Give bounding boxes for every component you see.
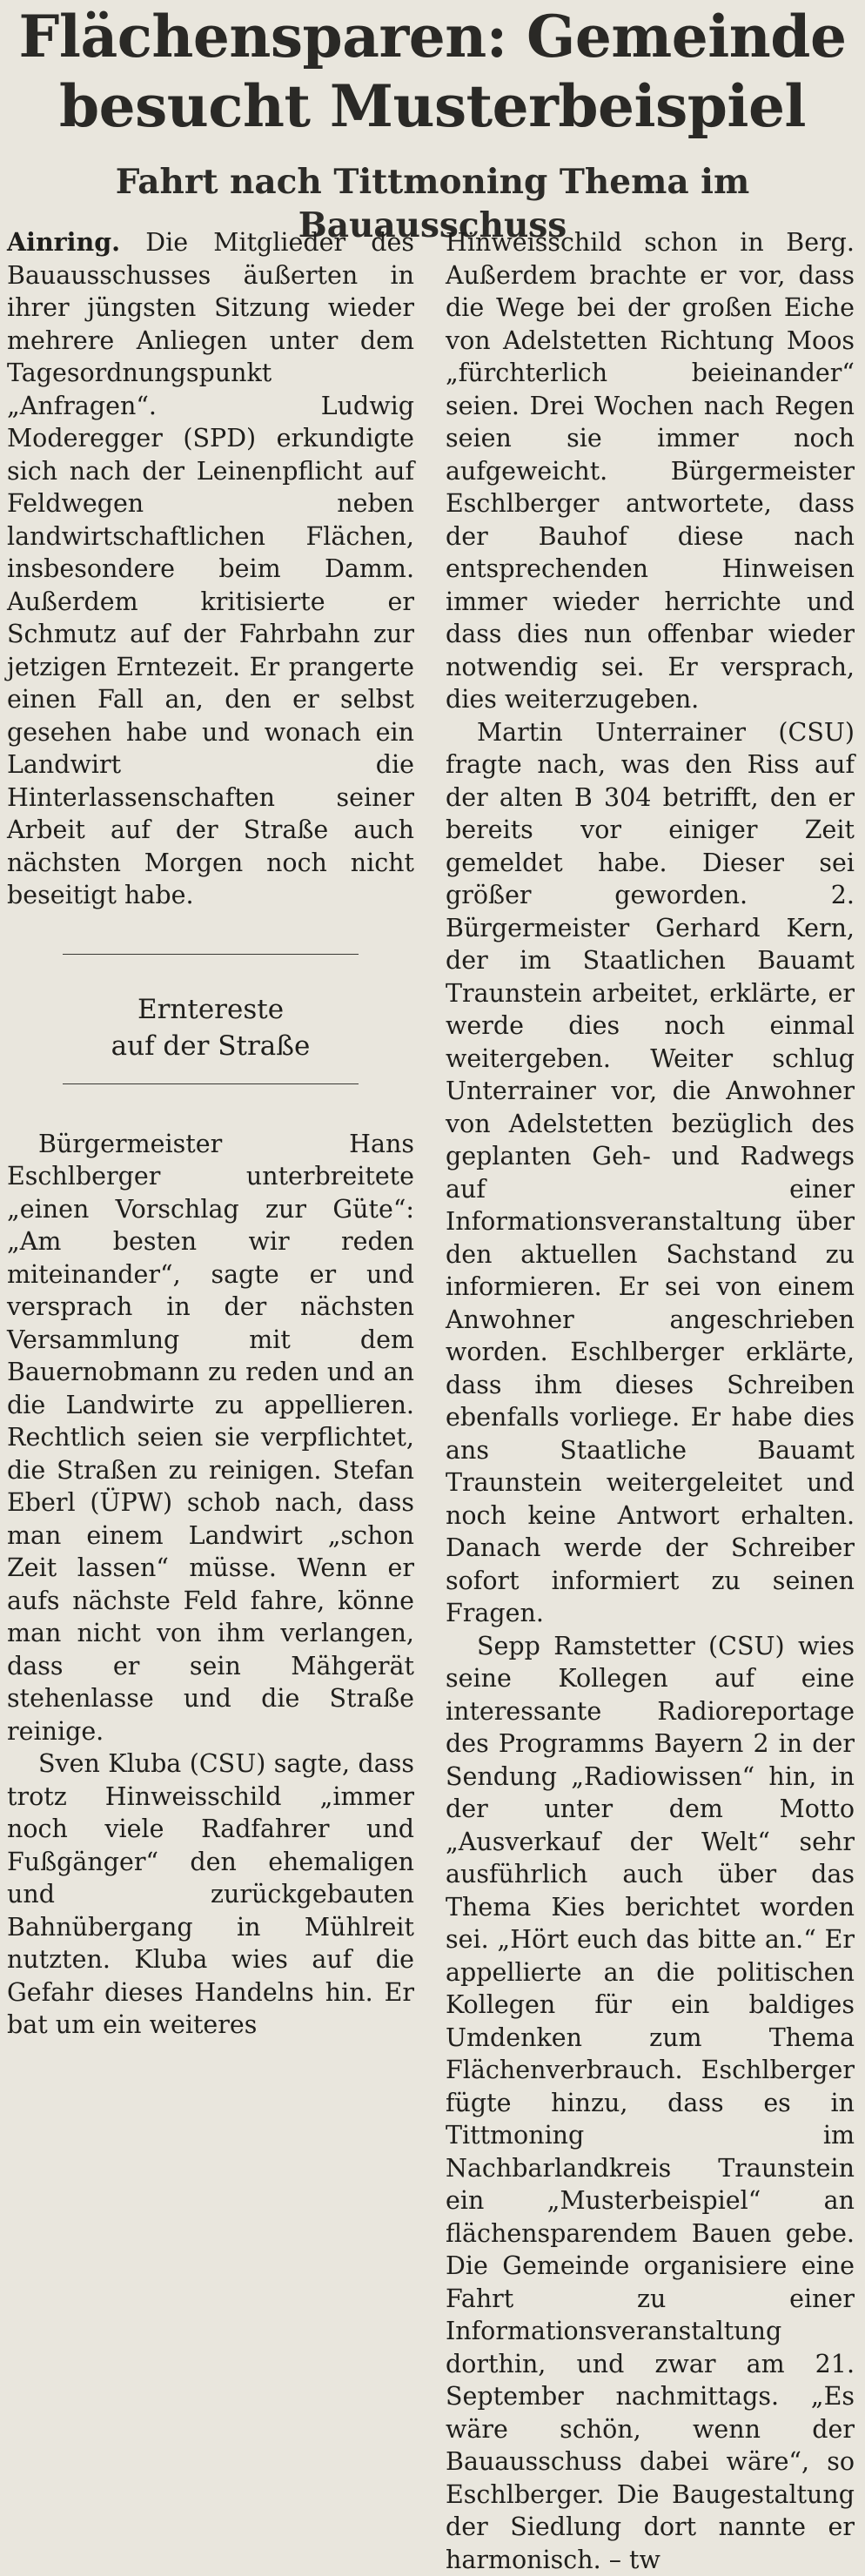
dateline: Ainring. [7,227,120,257]
article-paragraph-2: Bürgermeister Hans Eschlberger unterbreitete „einen Vorschlag zur Güte“: „Am besten wir reden miteinander“, sagte er und versprach in der nächsten Versammlung mit dem Bauernobmann zu reden und an die Landwirte zu appellieren. Rechtlich seien sie verpflichtet, die Straßen zu reinigen. Stefan Eberl (ÜPW) schob nach, dass man einem Landwirt „schon Zeit lassen“ müsse. Wenn er aufs nächste Feld fahre, könne man nicht von ihm verlangen, dass er sein Mähgerät stehenlasse und die Straße reinige. [7,1128,414,1748]
intertitle [7,991,414,1064]
article-paragraph-3-continued: Hinweisschild schon in Berg. Außerdem brachte er vor, dass die Wege bei der großen Eiche von Adelstetten Richtung Moos „fürchterlich beieinander“ seien. Drei Wochen nach Regen seien sie immer noch aufgeweicht. Bürgermeister Eschlberger antwortete, dass der Bauhof diese nach entsprechenden Hinweisen immer wieder herrichte und dass dies nun offenbar wieder notwendig sei. Er versprach, dies weiterzugeben. [446,226,855,716]
headline-line-1: Flächensparen: Gemeinde [19,3,847,70]
article-column-right [446,226,855,2576]
article-paragraph-3: Sven Kluba (CSU) sagte, dass trotz Hinweisschild „immer noch viele Radfahrer und Fußgänger“ den ehemaligen und zurückgebauten Bahnübergang in Mühlreit nutzten. Kluba wies auf die Gefahr dieses Handelns hin. Er bat um ein weiteres [7,1748,414,2042]
article-column-left [7,226,414,2042]
intertitle-line-1: Erntereste [7,991,414,1028]
headline [9,2,856,141]
headline-line-2: besucht Musterbeispiel [59,72,806,140]
author-signoff: – tw [609,2546,660,2574]
intertitle-block [7,954,414,1084]
paragraph-1-text: Die Mitglieder des Bauausschusses äußerten in ihrer jüngsten Sitzung wieder mehrere Anliegen unter dem Tagesordnungspunkt „Anfragen“. Ludwig Moderegger (SPD) erkundigte sich nach der Leinenpflicht auf Feldwegen neben landwirtschaftlichen Flächen, insbesondere beim Damm. Außerdem kritisierte er Schmutz auf der Fahrbahn zur jetzigen Erntezeit. Er prangerte einen Fall an, den er selbst gesehen habe und wonach ein Landwirt die Hinterlassenschaften seiner Arbeit auf der Straße auch nächsten Morgen noch nicht beseitigt habe. [7,228,414,909]
subheadline: Fahrt nach Tittmoning Thema im Bauausschuss [9,160,856,247]
intertitle-rule-top [63,954,359,955]
article-paragraph-1 [7,226,414,912]
article-paragraph-4: Martin Unterrainer (CSU) fragte nach, was den Riss auf der alten B 304 betrifft, den er bereits vor einiger Zeit gemeldet habe. Dieser sei größer geworden. 2. Bürgermeister Gerhard Kern, der im Staatlichen Bauamt Traunstein arbeitet, erklärte, er werde dies noch einmal weitergeben. Weiter schlug Unterrainer vor, die Anwohner von Adelstetten bezüglich des geplanten Geh- und Radwegs auf einer Informationsveranstaltung über den aktuellen Sachstand zu informieren. Er sei von einem Anwohner angeschrieben worden. Eschlberger erklärte, dass ihm dieses Schreiben ebenfalls vorliege. Er habe dies ans Staatliche Bauamt Traunstein weitergeleitet und noch keine Antwort erhalten. Danach werde der Schreiber sofort informiert zu seinen Fragen. [446,716,855,1630]
intertitle-line-2: auf der Straße [7,1028,414,1064]
article-paragraph-5 [446,1630,855,2576]
intertitle-rule-bottom [63,1083,359,1084]
paragraph-5-text: Sepp Ramstetter (CSU) wies seine Kollegen auf eine interessante Radioreportage des Programms Bayern 2 in der Sendung „Radiowissen“ hin, in der unter dem Motto „Ausverkauf der Welt“ sehr ausführlich auch über das Thema Kies berichtet worden sei. „Hört euch das bitte an.“ Er appellierte an die politischen Kollegen für ein baldiges Umdenken zum Thema Flächenverbrauch. Eschlberger fügte hinzu, dass es in Tittmoning im Nachbarlandkreis Traunstein ein „Musterbeispiel“ an flächensparendem Bauen gebe. Die Gemeinde organisiere eine Fahrt zu einer Informationsveranstaltung dorthin, und zwar am 21. September nachmittags. „Es wäre schön, wenn der Bauausschuss dabei wäre“, so Eschlberger. Die Baugestaltung der Siedlung dort nannte er harmonisch. [446,1632,855,2574]
